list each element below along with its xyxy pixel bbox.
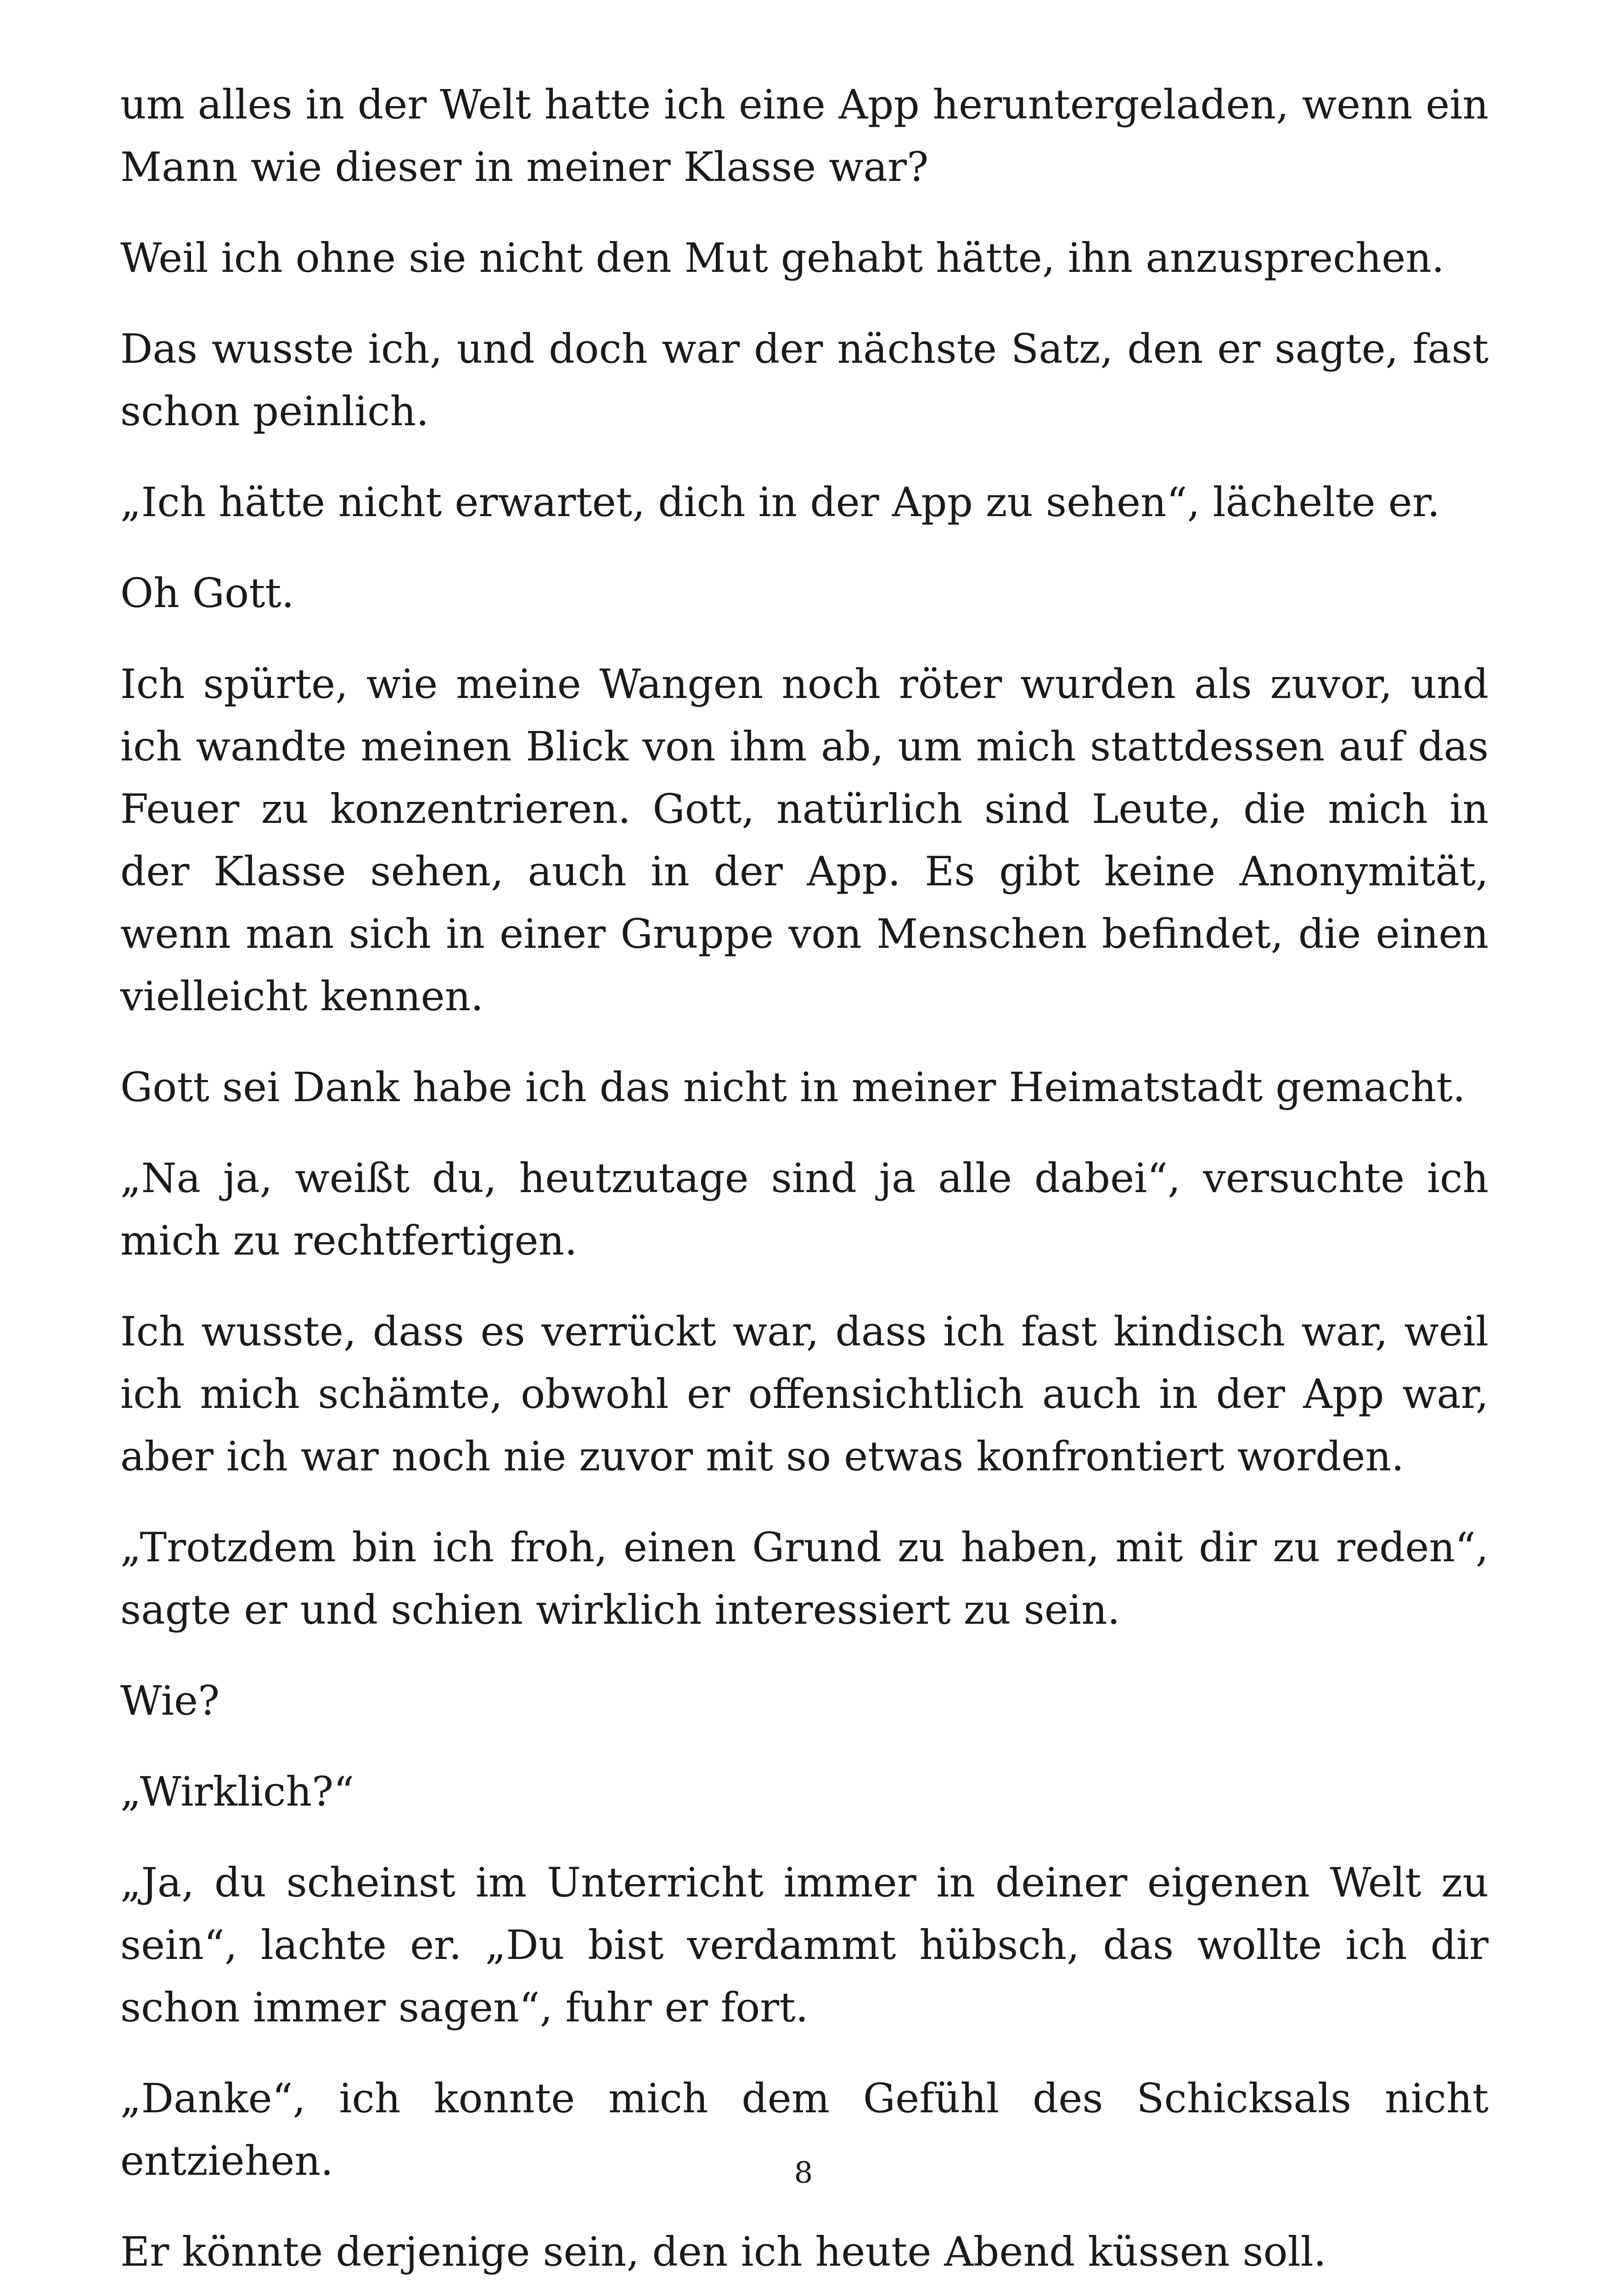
paragraph: Er könnte derjenige sein, den ich heute Abend küssen soll.	[120, 2228, 1326, 2275]
page-number: 8	[794, 2156, 813, 2190]
paragraph: „Wirklich?“	[120, 1768, 354, 1815]
paragraph: „Danke“, ich konnte mich dem Gefühl des Schicksals nicht entziehen.	[120, 2075, 1489, 2184]
paragraph: „Trotzdem bin ich froh, einen Grund zu haben, mit dir zu reden“, sagte er und schien wirklich interessiert zu sein.	[120, 1524, 1489, 1633]
paragraph: um alles in der Welt hatte ich eine App heruntergeladen, wenn ein Mann wie dieser in meiner Klasse war?	[120, 81, 1489, 191]
paragraph: Wie?	[120, 1677, 220, 1724]
paragraph: Gott sei Dank habe ich das nicht in meiner Heimatstadt gemacht.	[120, 1064, 1466, 1111]
page-text	[120, 73, 1489, 2296]
paragraph: „Ich hätte nicht erwartet, dich in der App zu sehen“, lächelte er.	[120, 478, 1440, 526]
paragraph: „Ja, du scheinst im Unterricht immer in deiner eigenen Welt zu sein“, lachte er. „Du bist verdammt hübsch, das wollte ich dir schon immer sagen“, fuhr er fort.	[120, 1859, 1489, 2031]
paragraph: Ich wusste, dass es verrückt war, dass ich fast kindisch war, weil ich mich schämte, obwohl er offensichtlich auch in der App war, aber ich war noch nie zuvor mit so etwas konfrontiert worden.	[120, 1308, 1489, 1480]
paragraph: „Na ja, weißt du, heutzutage sind ja alle dabei“, versuchte ich mich zu rechtfertigen.	[120, 1154, 1489, 1264]
paragraph: Weil ich ohne sie nicht den Mut gehabt hätte, ihn anzusprechen.	[120, 234, 1444, 281]
paragraph: Oh Gott.	[120, 569, 294, 617]
paragraph: Das wusste ich, und doch war der nächste Satz, den er sagte, fast schon peinlich.	[120, 325, 1489, 435]
paragraph: Ich spürte, wie meine Wangen noch röter wurden als zuvor, und ich wandte meinen Blick von ihm ab, um mich stattdessen auf das Feuer zu konzentrieren. Gott, natürlich sind Leute, die mich in der Klasse sehen, auch in der App. Es gibt keine Anonymität, wenn man sich in einer Gruppe von Menschen befindet, die einen vielleicht kennen.	[120, 660, 1489, 1020]
